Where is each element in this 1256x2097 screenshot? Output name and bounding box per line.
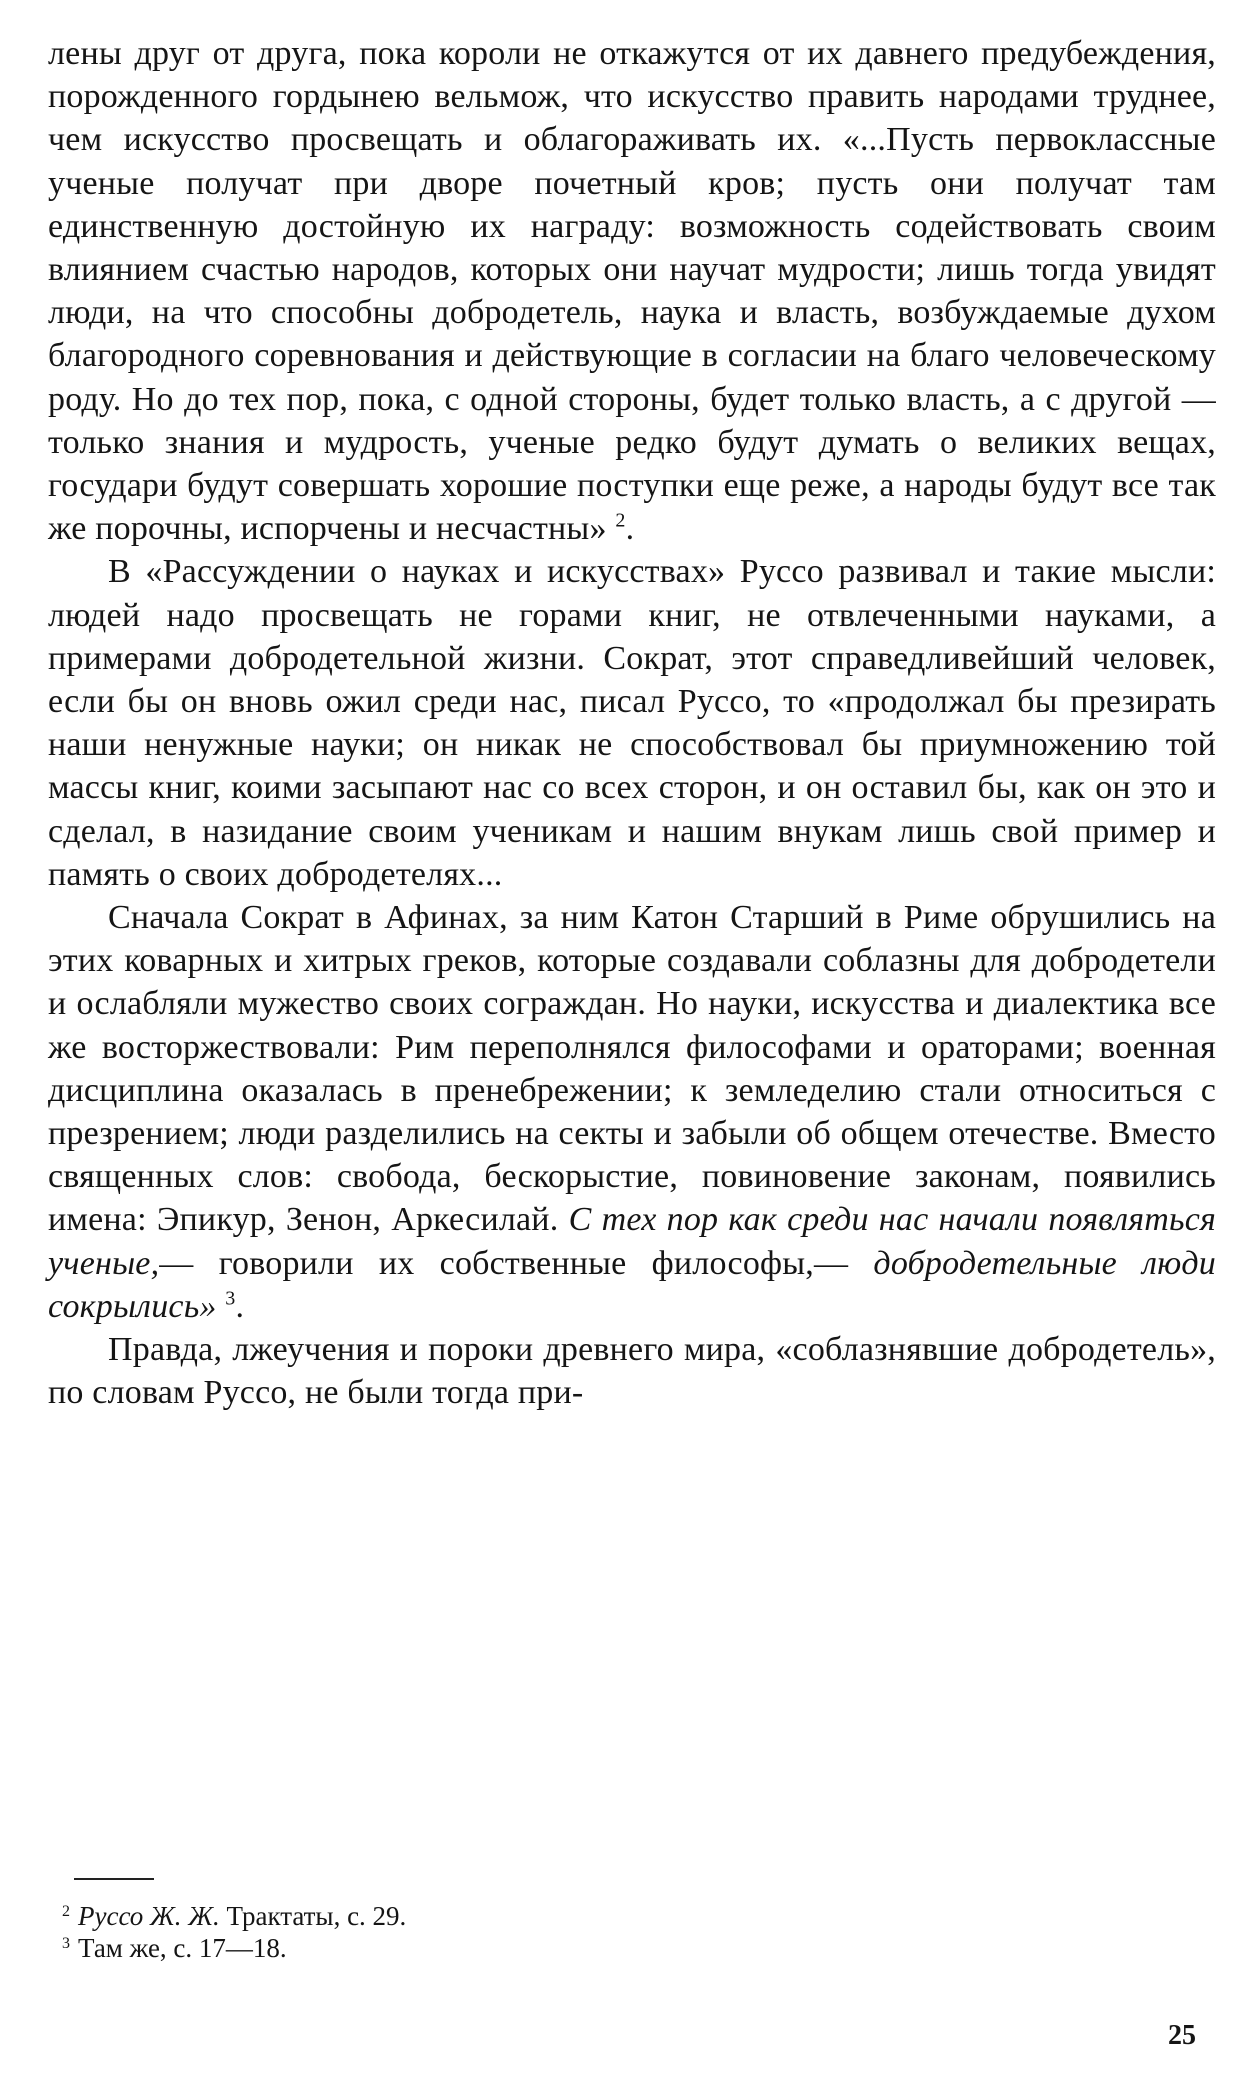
- text-run: [217, 1288, 226, 1325]
- footnote: [62, 1900, 1162, 1932]
- paragraph: [48, 550, 1216, 896]
- text-run: — говорили их собственные философы,—: [159, 1244, 874, 1282]
- footnote-reference: 3: [225, 1287, 236, 1310]
- page-number: 25: [1168, 2020, 1196, 2051]
- italic-text: добродетельные люди сокрылись»: [48, 1244, 1216, 1325]
- text-run: В «Рассуждении о науках и искусствах» Руссо развивал и такие мысли: людей надо просвещать не горами книг, не отвлеченными науками, а примерами добродетельной жизни. Сократ, этот справедливейший человек, если бы он вновь ожил среди нас, писал Руссо, то «продолжал бы презирать наши ненужные науки; он никак не способствовал бы приумножению той массы книг, коими засыпают нас со всех сторон, и он оставил бы, как он это и сделал, в назидание своим ученикам и нашим внукам лишь свой пример и память о своих добродетелях...: [48, 553, 1216, 893]
- text-run: Сначала Сократ в Афинах, за ним Катон Старший в Риме обрушились на этих коварных и хитрых греков, которые создавали соблазны для добродетели и ослабляли мужество своих сограждан. Но науки, искусства и диалектика все же восторжествовали: Рим переполнялся философами и ораторами; военная дисциплина оказалась в пренебрежении; к земледелию стали относиться с презрением; люди разделились на секты и забыли об общем отечестве. Вместо священных слов: свобода, бескорыстие, повиновение законам, появились имена: Эпикур, Зенон, Аркесилай.: [48, 899, 1216, 1239]
- text-run: .: [625, 510, 635, 548]
- italic-text: С тех пор как среди нас начали появляться ученые,: [48, 1201, 1217, 1282]
- paragraph: [48, 896, 1216, 1328]
- footnote-reference: 2: [615, 509, 626, 532]
- text-run: Там же, с. 17—18.: [78, 1933, 287, 1963]
- footnote-mark: 3: [62, 1935, 70, 1952]
- paragraph: [48, 1328, 1216, 1414]
- footnote-divider: [74, 1878, 154, 1880]
- footnote: [62, 1932, 1162, 1964]
- italic-text: Руссо Ж. Ж.: [78, 1901, 220, 1931]
- main-text: [48, 32, 1216, 1415]
- text-run: Трактаты, с. 29.: [219, 1901, 407, 1931]
- footnotes: [62, 1900, 1162, 1964]
- footnote-mark: 2: [62, 1903, 70, 1920]
- paragraph: [48, 32, 1216, 550]
- text-run: Правда, лжеучения и пороки древнего мира, «соблазнявшие добродетель», по словам Руссо, не были тогда при-: [48, 1331, 1216, 1412]
- text-run: лены друг от друга, пока короли не откажутся от их давнего предубеждения, порожденного гордынею вельмож, что искусство править народами труднее, чем искусство просвещать и облагораживать их. «...Пусть первоклассные ученые получат при дворе почетный кров; пусть они получат там единственную достойную их награду: возможность содействовать своим влиянием счастью народов, которых они научат мудрости; лишь тогда увидят люди, на что способны добродетель, наука и власть, возбуждаемые духом благородного соревнования и действующие в согласии на благо человеческому роду. Но до тех пор, пока, с одной стороны, будет только власть, а с другой — только знания и мудрость, ученые редко будут думать о великих вещах, государи будут совершать хорошие поступки еще реже, а народы будут все так же порочны, испорчены и несчастны»: [48, 35, 1216, 548]
- text-run: .: [235, 1287, 245, 1325]
